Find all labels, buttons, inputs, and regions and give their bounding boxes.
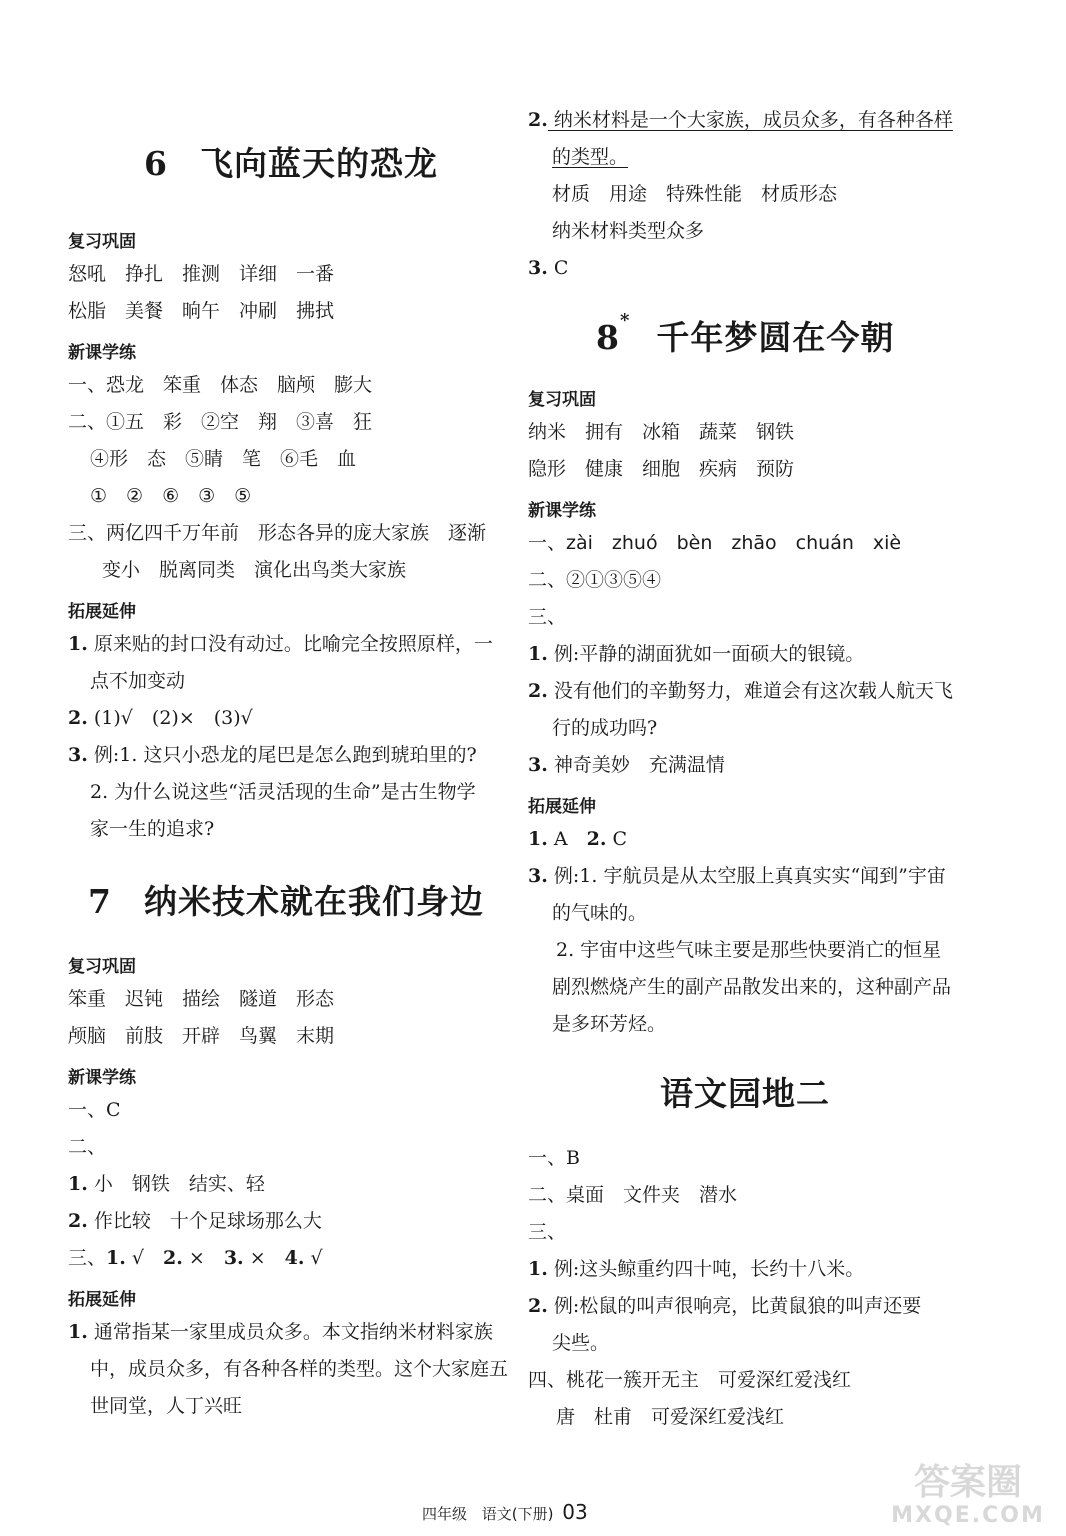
text-line: 2. 宇宙中这些气味主要是那些快要消亡的恒星 xyxy=(556,939,942,961)
text-line: 是多环芳烃。 xyxy=(552,1013,667,1035)
text-line: 笨重 迟钝 描绘 隧道 形态 xyxy=(68,988,335,1010)
text-line: 的类型。 xyxy=(552,146,629,168)
text-line: 纳米 拥有 冰箱 蔬菜 钢铁 xyxy=(528,421,795,443)
footer-subject: 语文(下册) xyxy=(481,1505,554,1523)
lesson-8-extension-heading: 拓展延伸 xyxy=(528,797,596,817)
text-line: 1. 例:平静的湖面犹如一面硕大的银镜。 xyxy=(528,643,865,665)
text-line: 的气味的。 xyxy=(552,902,648,924)
text-line: 唐 杜甫 可爱深红爱浅红 xyxy=(556,1406,785,1428)
text-line: 一、B xyxy=(528,1147,580,1169)
watermark-logo xyxy=(882,1456,1054,1528)
text-line: 剧烈燃烧产生的副产品散发出来的，这种副产品 xyxy=(552,976,952,998)
text-line: 二、②①③⑤④ xyxy=(528,569,662,591)
text-line: 1. 通常指某一家里成员众多。本文指纳米材料家族 xyxy=(68,1321,493,1343)
text-line: 尖些。 xyxy=(552,1332,610,1354)
text-line: 2. 没有他们的辛勤努力，难道会有这次载人航天飞 xyxy=(528,680,953,702)
text-line: 一、zài zhuó bèn zhāo chuán xiè xyxy=(528,532,902,554)
lesson-8-title: 8* 千年梦圆在今朝 xyxy=(596,310,895,357)
page-number: 03 xyxy=(562,1500,588,1524)
text-line: 2. 例:松鼠的叫声很响亮，比黄鼠狼的叫声还要 xyxy=(528,1295,922,1317)
watermark-bottom-text: MXQE.COM xyxy=(891,1503,1045,1528)
text-line: 三、两亿四千万年前 形态各异的庞大家族 逐渐 xyxy=(68,522,487,544)
text-line: 隐形 健康 细胞 疾病 预防 xyxy=(528,458,795,480)
watermark-top-text: 答案圈 xyxy=(913,1462,1023,1503)
text-line: 2. 纳米材料是一个大家族，成员众多，有各种各样 xyxy=(528,109,953,131)
text-line: 1. 小 钢铁 结实、轻 xyxy=(68,1173,265,1195)
text-line: 中，成员众多，有各种各样的类型。这个大家庭五 xyxy=(90,1358,509,1380)
text-line: 1. 原来贴的封口没有动过。比喻完全按照原样，一 xyxy=(68,633,493,655)
text-line: 2. (1)√ (2)× (3)√ xyxy=(68,707,253,729)
lesson-8-new-heading: 新课学练 xyxy=(528,501,596,521)
text-line: 世同堂，人丁兴旺 xyxy=(90,1395,243,1417)
lesson-7-new-heading: 新课学练 xyxy=(68,1068,136,1088)
text-line: 颅脑 前肢 开辟 鸟翼 末期 xyxy=(68,1025,335,1047)
lesson-6-new-heading: 新课学练 xyxy=(68,343,136,363)
text-line: 三、 xyxy=(528,606,567,628)
text-line: 一、恐龙 笨重 体态 脑颅 膨大 xyxy=(68,374,373,396)
text-line: 点不加变动 xyxy=(90,670,186,692)
footer-grade: 四年级 xyxy=(422,1505,468,1523)
lesson-8-review-heading: 复习巩固 xyxy=(528,390,596,410)
text-line: 纳米材料类型众多 xyxy=(552,220,705,242)
text-line: 1. A 2. C xyxy=(528,828,628,850)
lesson-6-title: 6 飞向蓝天的恐龙 xyxy=(144,144,438,183)
page-footer xyxy=(422,1500,588,1524)
text-line: 3. 例:1. 这只小恐龙的尾巴是怎么跑到琥珀里的? xyxy=(68,744,477,766)
lesson-6-extension-heading: 拓展延伸 xyxy=(68,602,136,622)
text-line: 三、1. √ 2. × 3. × 4. √ xyxy=(68,1247,323,1269)
text-line: ① ② ⑥ ③ ⑤ xyxy=(90,485,252,507)
lesson-6-review-heading: 复习巩固 xyxy=(68,232,136,252)
text-line: 四、桃花一簇开无主 可爱深红爱浅红 xyxy=(528,1369,852,1391)
lesson-7-review-heading: 复习巩固 xyxy=(68,957,136,977)
text-line: 家一生的追求? xyxy=(90,818,215,840)
text-line: 2. 作比较 十个足球场那么大 xyxy=(68,1210,322,1232)
text-line: 行的成功吗? xyxy=(552,717,658,739)
text-line: 3. C xyxy=(528,257,569,279)
text-line: 变小 脱离同类 演化出鸟类大家族 xyxy=(102,559,407,581)
lesson-7-title: 7 纳米技术就在我们身边 xyxy=(88,882,484,921)
text-line: 3. 例:1. 宇航员是从太空服上真真实实“闻到”宇宙 xyxy=(528,865,946,887)
yuwen-yuandi-2-title: 语文园地二 xyxy=(660,1074,830,1113)
text-line: 1. 例:这头鲸重约四十吨，长约十八米。 xyxy=(528,1258,865,1280)
lesson-7-extension-heading: 拓展延伸 xyxy=(68,1290,136,1310)
text-line: 一、C xyxy=(68,1099,121,1121)
text-line: 2. 为什么说这些“活灵活现的生命”是古生物学 xyxy=(90,781,476,803)
text-line: 材质 用途 特殊性能 材质形态 xyxy=(552,183,838,205)
text-line: 二、桌面 文件夹 潜水 xyxy=(528,1184,738,1206)
text-line: 松脂 美餐 晌午 冲刷 拂拭 xyxy=(68,300,335,322)
text-line: 二、①五 彩 ②空 翔 ③喜 狂 xyxy=(68,411,373,433)
text-line: 二、 xyxy=(68,1136,107,1158)
text-line: 三、 xyxy=(528,1221,567,1243)
text-line: ④形 态 ⑤睛 笔 ⑥毛 血 xyxy=(90,448,357,470)
text-line: 3. 神奇美妙 充满温情 xyxy=(528,754,725,776)
text-line: 怒吼 挣扎 推测 详细 一番 xyxy=(68,263,335,285)
